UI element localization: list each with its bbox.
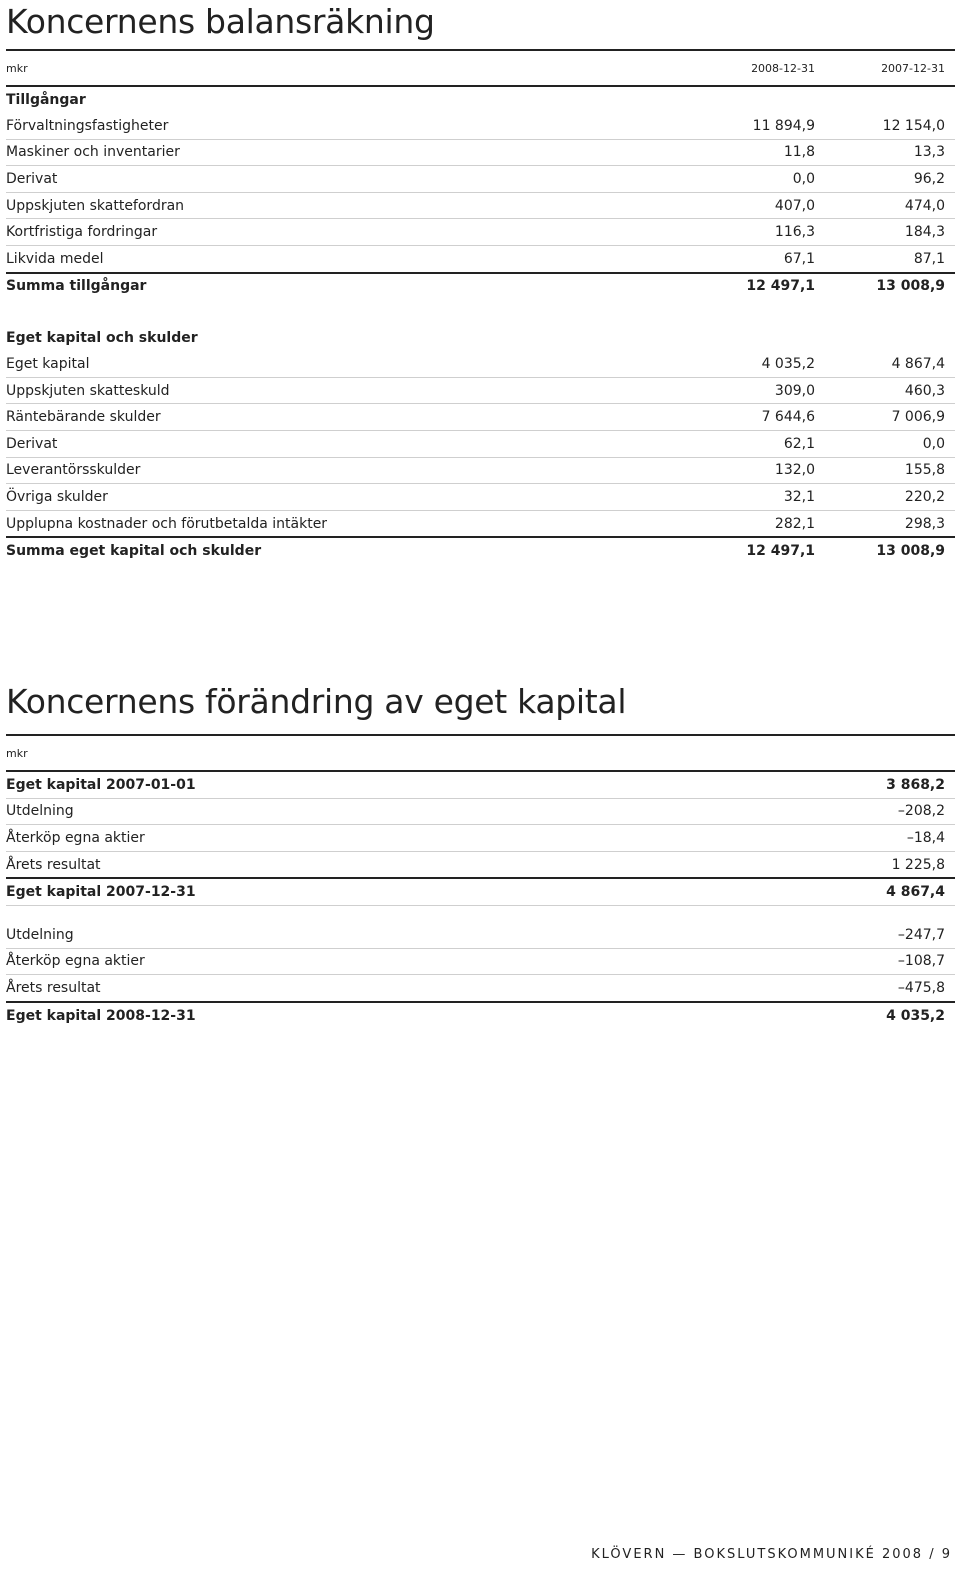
balance-sheet-title: Koncernens balansräkning [6,2,435,41]
row-value-2007: 87,1 [825,245,955,272]
row-label: Räntebärande skulder [6,404,695,431]
row-value-2007: 460,3 [825,377,955,404]
balance-sheet-table [6,51,955,564]
table-row [6,922,955,948]
total-value-2008: 12 497,1 [746,278,815,295]
unit-label: mkr [6,736,702,771]
row-value: –208,2 [702,798,955,825]
row-value-2008: 0,0 [695,166,825,193]
row-value-2007: 0,0 [825,430,955,457]
table-row [6,457,955,484]
row-value-2008: 67,1 [695,245,825,272]
total-row [6,537,955,564]
row-value-2008: 62,1 [695,430,825,457]
row-value-2008: 132,0 [695,457,825,484]
table-row [6,798,955,825]
row-value-2007: 96,2 [825,166,955,193]
group-heading-row [6,86,955,113]
row-value: 4 035,2 [886,1007,945,1024]
row-value: –18,4 [702,825,955,852]
row-label: Återköp egna aktier [6,948,702,975]
row-value: 4 867,4 [702,878,955,905]
table-row [6,219,955,246]
row-label: Förvaltningsfastigheter [6,113,695,139]
group-heading-row [6,325,955,351]
closing-balance-row [6,1002,955,1029]
row-value-2008: 282,1 [695,510,825,537]
assets-heading: Tillgångar [6,92,86,108]
row-value-2007: 155,8 [825,457,955,484]
total-label: Summa eget kapital och skulder [6,543,262,560]
row-value-2008: 4 035,2 [695,351,825,377]
row-label: Eget kapital 2007-01-01 [6,771,702,798]
row-label: Uppskjuten skatteskuld [6,377,695,404]
row-value-2008: 7 644,6 [695,404,825,431]
table-row [6,404,955,431]
row-value: 3 868,2 [702,771,955,798]
table-row [6,510,955,537]
row-label: Återköp egna aktier [6,825,702,852]
table-row [6,377,955,404]
row-label: Leverantörsskulder [6,457,695,484]
row-label: Årets resultat [6,851,702,878]
row-value-2008: 11 894,9 [695,113,825,139]
table-row [6,484,955,511]
row-label: Likvida medel [6,245,695,272]
page-footer: KLÖVERN — BOKSLUTSKOMMUNIKÉ 2008 / 9 [591,1547,952,1562]
row-value-2008: 11,8 [695,139,825,166]
table-row [6,430,955,457]
equity-changes-title: Koncernens förändring av eget kapital [6,682,627,721]
row-value-2007: 13,3 [825,139,955,166]
opening-balance-row [6,771,955,798]
row-label: Uppskjuten skattefordran [6,192,695,219]
row-value-2007: 7 006,9 [825,404,955,431]
row-value: –247,7 [702,922,955,948]
table-row [6,851,955,878]
total-value-2007: 13 008,9 [876,543,945,560]
row-value: 1 225,8 [702,851,955,878]
table-header-row [6,736,955,771]
table-row [6,192,955,219]
row-label: Eget kapital 2007-12-31 [6,878,702,905]
total-value-2007: 13 008,9 [876,278,945,295]
row-value: –108,7 [702,948,955,975]
row-value-2007: 474,0 [825,192,955,219]
table-row [6,948,955,975]
row-value-2007: 220,2 [825,484,955,511]
row-value-2008: 116,3 [695,219,825,246]
table-row [6,139,955,166]
row-value-2007: 184,3 [825,219,955,246]
column-header-2008: 2008-12-31 [695,51,825,86]
closing-balance-row [6,878,955,905]
row-label: Eget kapital [6,351,695,377]
total-label: Summa tillgångar [6,278,147,295]
row-label: Utdelning [6,798,702,825]
total-row [6,273,955,300]
row-value-2007: 298,3 [825,510,955,537]
row-label: Derivat [6,166,695,193]
column-header-2007: 2007-12-31 [825,51,955,86]
table-row [6,245,955,272]
table-row [6,975,955,1002]
table-row [6,166,955,193]
row-value-2008: 32,1 [695,484,825,511]
row-value-2008: 407,0 [695,192,825,219]
row-label: Utdelning [6,922,702,948]
row-value-2008: 309,0 [695,377,825,404]
row-label: Övriga skulder [6,484,695,511]
row-value-2007: 4 867,4 [825,351,955,377]
table-row [6,113,955,139]
row-value: –475,8 [702,975,955,1002]
equity-changes-table [6,736,955,1028]
row-value-2007: 12 154,0 [825,113,955,139]
liabilities-heading: Eget kapital och skulder [6,330,198,347]
table-row [6,825,955,852]
total-value-2008: 12 497,1 [746,543,815,560]
row-label: Maskiner och inventarier [6,139,695,166]
table-header-row [6,51,955,86]
row-label: Kortfristiga fordringar [6,219,695,246]
row-label: Årets resultat [6,975,702,1002]
row-label: Eget kapital 2008-12-31 [6,1007,196,1024]
table-row [6,351,955,377]
row-label: Upplupna kostnader och förutbetalda intäkter [6,510,695,537]
unit-label: mkr [6,51,695,86]
row-label: Derivat [6,430,695,457]
